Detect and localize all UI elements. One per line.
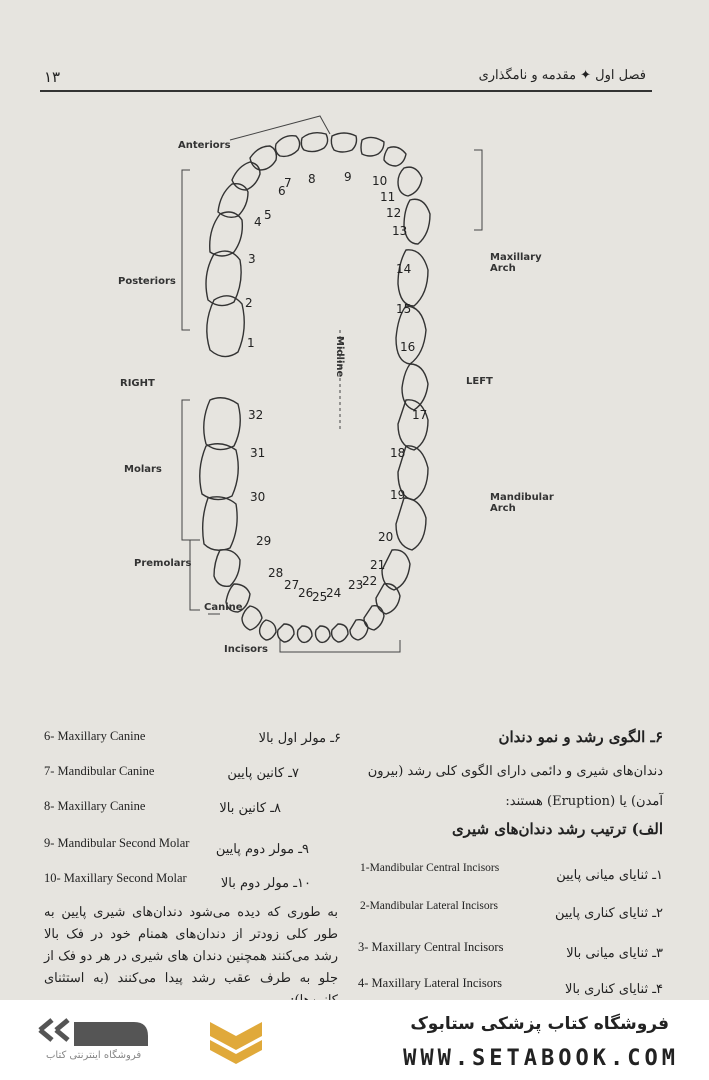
label-maxillary-arch: Maxillary Arch	[490, 252, 542, 274]
tooth-number-29: 29	[256, 534, 272, 548]
left-paragraph: به طوری که دیده می‌شود دندان‌های شیری پایین به طور کلی زودتر از دندان‌های همنام خود در فک بالا رشد می‌کنند همچنین دندان های شیری در هر دو فک از جلو به طرف عقب رشد پیدا می‌کنند (به استثنای	[44, 905, 338, 986]
intro-line-2: آمدن) یا (Eruption) هستند:	[505, 794, 663, 809]
label-mandibular-arch: Mandibular Arch	[490, 492, 554, 514]
tooth-number-31: 31	[250, 446, 266, 460]
left-item-7-en: 7- Mandibular Canine	[44, 764, 155, 778]
tooth-number-7: 7	[284, 176, 292, 190]
right-item-1-fa: ۱ـ ثنایای میانی پایین	[556, 868, 663, 883]
label-left: LEFT	[466, 376, 493, 387]
tooth-number-14: 14	[396, 262, 412, 276]
label-canine: Canine	[204, 602, 243, 613]
left-item-6-fa: ۶ـ مولر اول بالا	[258, 731, 341, 746]
store-footer-banner	[0, 1000, 709, 1080]
tooth-number-30: 30	[250, 490, 266, 504]
tooth-number-11: 11	[380, 190, 396, 204]
tooth-number-19: 19	[390, 488, 406, 502]
tooth-number-2: 2	[245, 296, 253, 310]
subheading: الف) ترتیب رشد دندان‌های شیری	[451, 820, 663, 838]
left-item-10-fa: ۱۰ـ مولر دوم بالا	[220, 876, 311, 891]
tooth-number-16: 16	[400, 340, 416, 354]
left-item-7-fa: ۷ـ کانین پایین	[227, 766, 299, 781]
tooth-number-18: 18	[390, 446, 406, 460]
label-incisors: Incisors	[224, 644, 268, 655]
label-molars: Molars	[124, 464, 162, 475]
left-item-6-en: 6- Maxillary Canine	[44, 729, 146, 743]
chapter-title: فصل اول ✦ مقدمه و نامگذاری	[478, 68, 646, 83]
tooth-number-6: 6	[278, 184, 286, 198]
right-item-1-en: 1-Mandibular Central Incisors	[360, 862, 500, 874]
logo-subtitle: فروشگاه اینترنتی کتاب	[46, 1050, 142, 1061]
label-right: RIGHT	[120, 378, 155, 389]
label-midline: Midline	[334, 336, 345, 378]
tooth-number-12: 12	[386, 206, 402, 220]
tooth-number-10: 10	[372, 174, 388, 188]
dental-arch-diagram	[100, 100, 660, 700]
intro-line-1: دندان‌های شیری و دائمی دارای الگوی کلی رشد (بیرون	[367, 764, 663, 779]
right-item-2-en: 2-Mandibular Lateral Incisors	[360, 900, 498, 912]
left-item-8-fa: ۸ـ کانین بالا	[219, 801, 281, 816]
label-posteriors: Posteriors	[118, 276, 176, 287]
page-header	[40, 60, 652, 92]
tooth-number-3: 3	[248, 252, 256, 266]
label-anteriors: Anteriors	[178, 140, 231, 151]
tooth-number-4: 4	[254, 215, 262, 229]
left-item-10-en: 10- Maxillary Second Molar	[44, 871, 187, 885]
right-item-3-fa: ۳ـ ثنایای میانی بالا	[566, 946, 663, 961]
tooth-number-9: 9	[344, 170, 352, 184]
tooth-number-24: 24	[326, 586, 342, 600]
tooth-number-5: 5	[264, 208, 272, 222]
store-url[interactable]: WWW.SETABOOK.COM	[403, 1046, 679, 1071]
tooth-number-26: 26	[298, 586, 314, 600]
right-item-4-en: 4- Maxillary Lateral Incisors	[358, 976, 503, 990]
right-item-2-fa: ۲ـ ثنایای کناری پایین	[555, 906, 663, 921]
tooth-number-22: 22	[362, 574, 378, 588]
tooth-number-13: 13	[392, 224, 408, 238]
left-item-9-fa: ۹ـ مولر دوم پایین	[215, 842, 309, 857]
tooth-number-20: 20	[378, 530, 394, 544]
section-heading: ۶ـ الگوی رشد و نمو دندان	[498, 728, 663, 746]
page-number: ۱۳	[44, 68, 61, 86]
tooth-number-1: 1	[247, 336, 255, 350]
label-premolars: Premolars	[134, 558, 192, 569]
tooth-number-32: 32	[248, 408, 264, 422]
tooth-number-25: 25	[312, 590, 328, 604]
right-item-4-fa: ۴ـ ثنایای کناری بالا	[565, 982, 663, 997]
tooth-number-28: 28	[268, 566, 284, 580]
store-name: فروشگاه کتاب پزشکی ستابوک	[410, 1014, 669, 1034]
right-item-3-en: 3- Maxillary Central Incisors	[358, 940, 504, 954]
tooth-number-17: 17	[412, 408, 428, 422]
tooth-number-27: 27	[284, 578, 300, 592]
setabook-logo[interactable]	[30, 1008, 270, 1072]
left-item-8-en: 8- Maxillary Canine	[44, 799, 146, 813]
tooth-number-21: 21	[370, 558, 386, 572]
left-item-9-en: 9- Mandibular Second Molar	[44, 836, 190, 850]
tooth-number-8: 8	[308, 172, 316, 186]
tooth-number-15: 15	[396, 302, 412, 316]
tooth-number-23: 23	[348, 578, 364, 592]
